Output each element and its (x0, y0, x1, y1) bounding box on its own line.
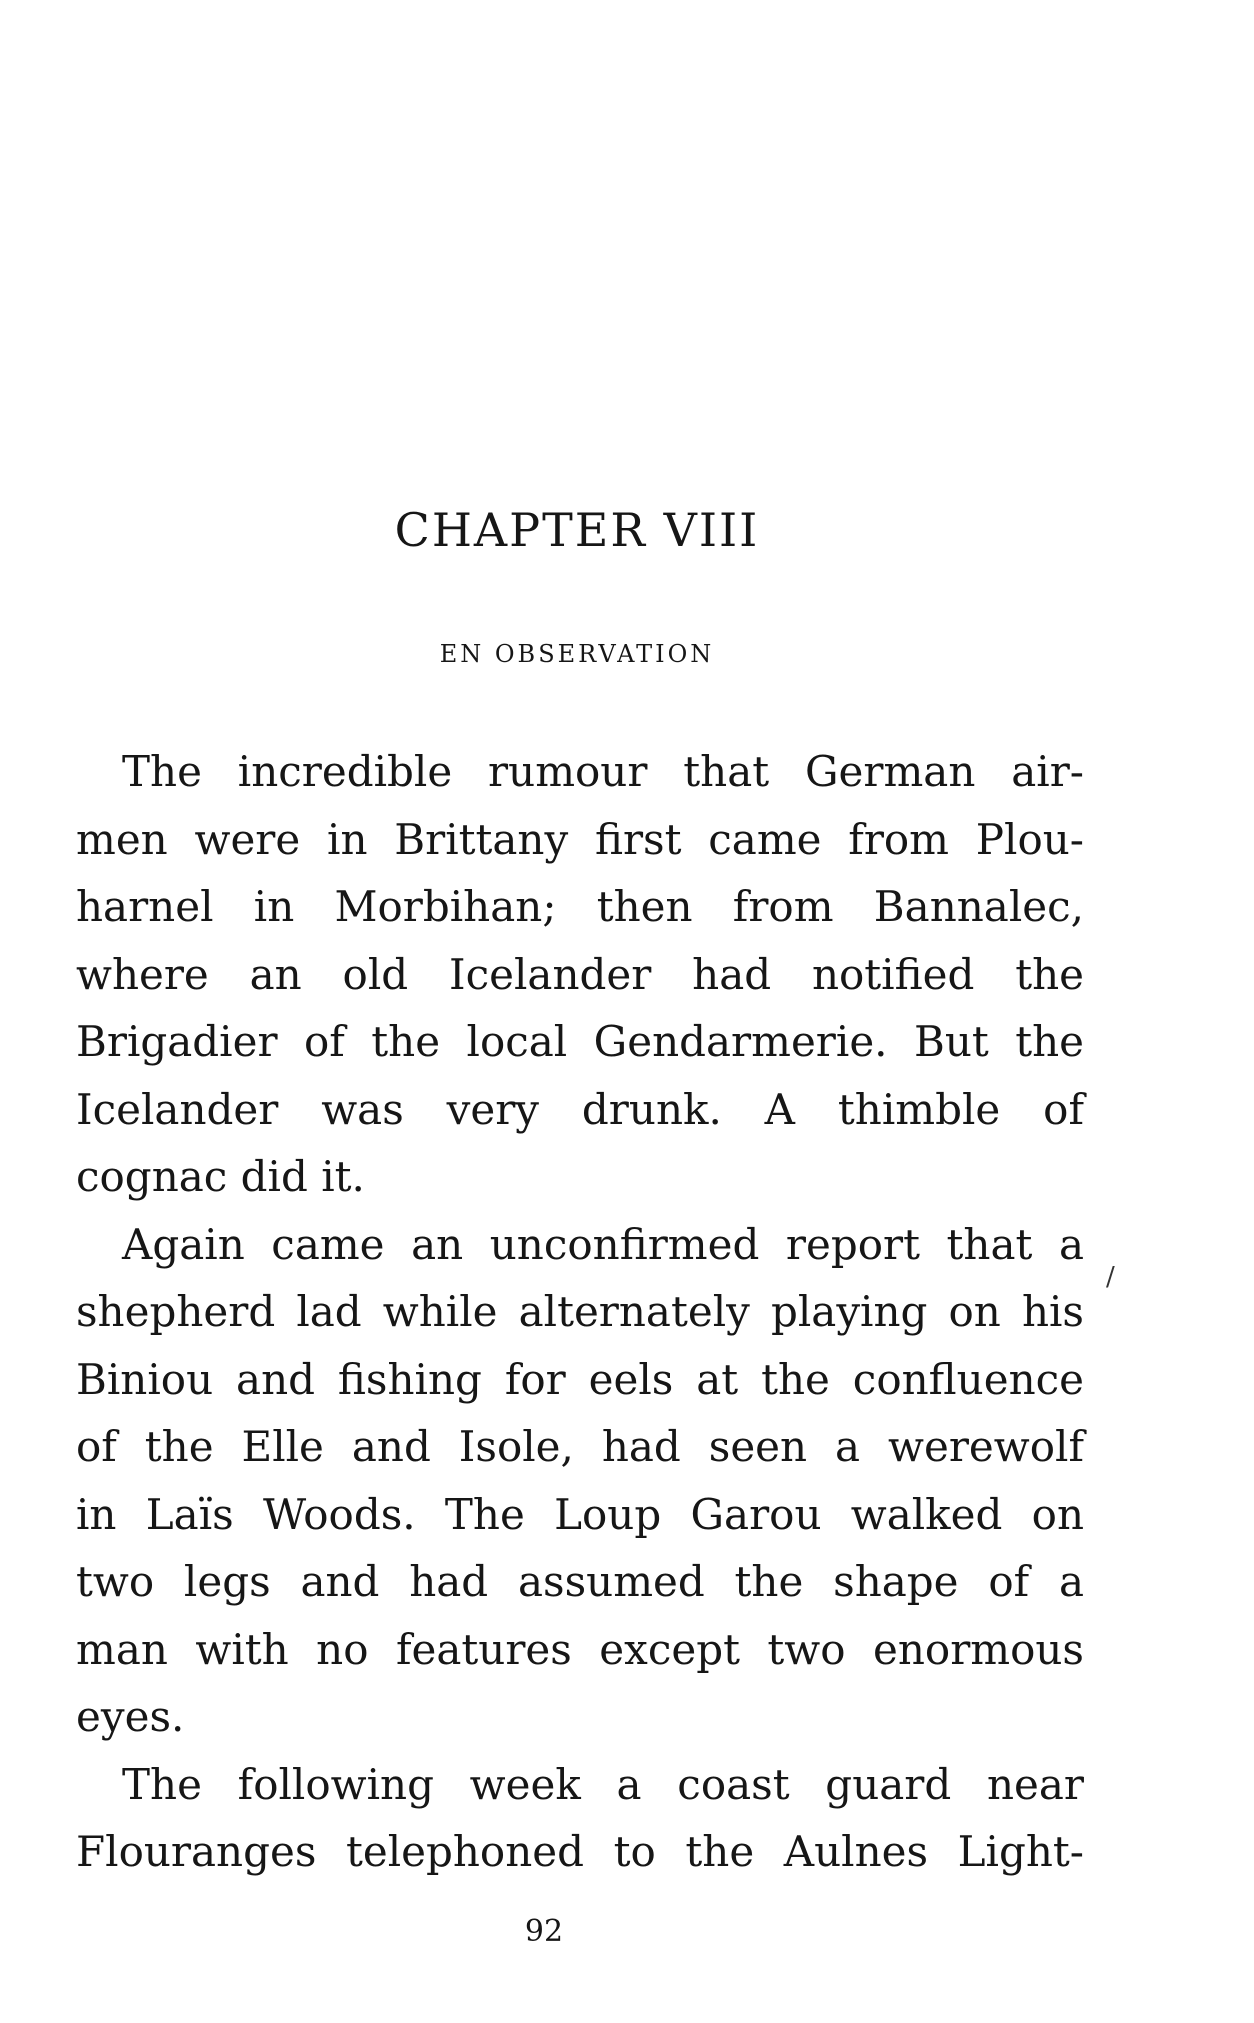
text-line: harnel in Morbihan; then from Bannalec, (76, 882, 1084, 931)
chapter-title: CHAPTER VIII (394, 503, 760, 557)
text-line: in Laïs Woods. The Loup Garou walked on (76, 1489, 1084, 1539)
chapter-subtitle: EN OBSERVATION (439, 640, 715, 668)
text-line: The incredible rumour that German air- (122, 747, 1084, 796)
text-line: where an old Icelander had notified the (76, 949, 1084, 999)
text-line: Flouranges telephoned to the Aulnes Light- (76, 1827, 1084, 1876)
text-line: The following week a coast guard near (122, 1759, 1084, 1809)
text-line: Biniou and fishing for eels at the confluence (76, 1354, 1084, 1404)
text-line: man with no features except two enormous (76, 1624, 1084, 1674)
text-line: shepherd lad while alternately playing on his (76, 1287, 1084, 1336)
body-text (76, 738, 1084, 1886)
text-line: men were in Brittany first came from Plou- (76, 814, 1084, 864)
text-line: cognac did it. (76, 1152, 365, 1201)
page-number: 92 (524, 1914, 564, 1949)
text-line: Icelander was very drunk. A thimble of (76, 1084, 1084, 1134)
text-line: two legs and had assumed the shape of a (76, 1557, 1084, 1606)
text-line: of the Elle and Isole, had seen a werewolf (76, 1422, 1084, 1471)
text-line: Brigadier of the local Gendarmerie. But the (76, 1017, 1084, 1066)
text-line: eyes. (76, 1692, 185, 1741)
margin-mark: / (1106, 1262, 1115, 1292)
text-line: Again came an unconfirmed report that a (122, 1219, 1084, 1269)
